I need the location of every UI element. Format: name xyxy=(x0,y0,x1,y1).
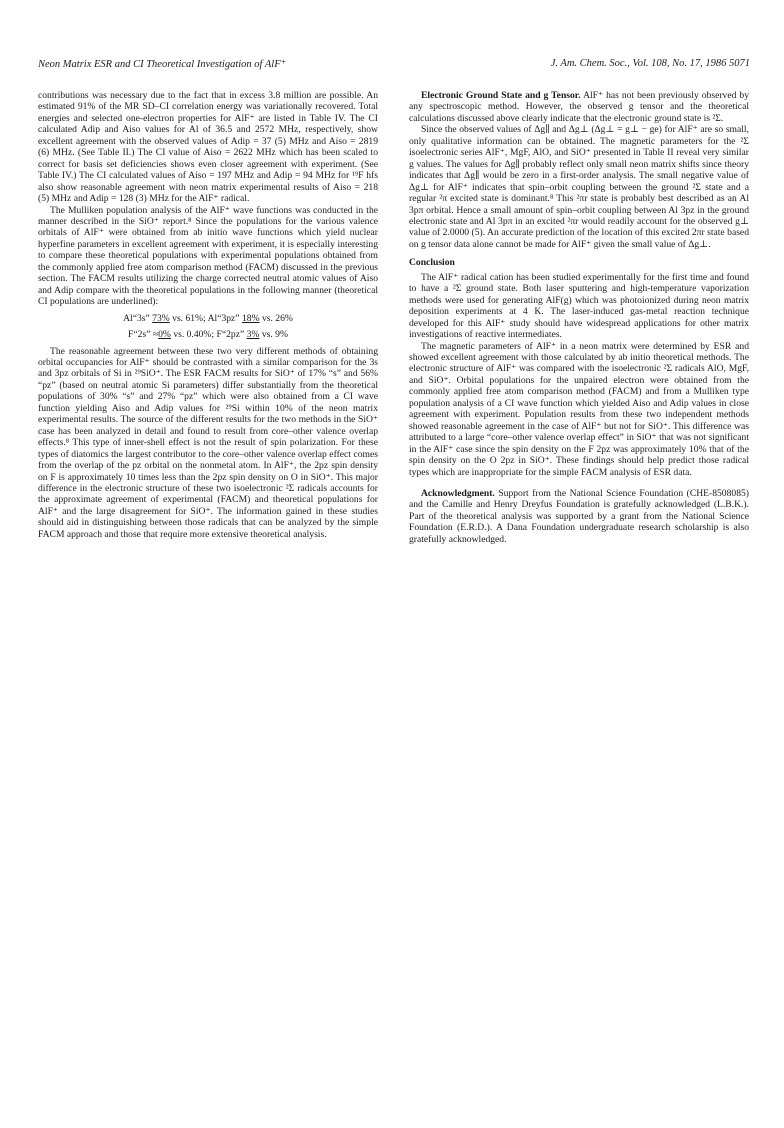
section-heading-conclusion: Conclusion xyxy=(409,257,455,269)
paragraph-comparison-discussion: The reasonable agreement between these two very different methods of obtaining orbital occupancies for AlF⁺ should be contrasted with a similar comparison for the 3s and 3pz orbitals of Si in ²⁹SiO⁺. The ESR FACM results for SiO⁺ of 17% “s” and 56% “pz” (based on neutral atomic Si parameters) differ substantially from the theoretical populations of 30% “s” and 27% “pz” which were also obtained from a CI wave function yielding Aiso and Adip values for ²⁹Si within 10% of the neon matrix experimental results. The source of the different results for the two methods in the SiO⁺ case has been analyzed in detail and found to result from core–other valence overlap effects.⁸ This type of inner-shell effect is not the result of spin polarization. For these types of diatomics the largest contributor to the core–other valence overlap effect comes from the overlap of the pz orbital on the nonmetal atom. In AlF⁺, the 2pz spin density on F is approximately 10 times less than the 2pz spin density on O in SiO⁺. This major difference in the electronic structure of these two isoelectronic ²Σ radicals accounts for the approximate agreement of experimental (FACM) and theoretical populations for AlF⁺ and the large disagreement for SiO⁺. The information gained in these studies should aid in distinguishing between those radicals that can be analyzed by the simple FACM approach and those that require more extensive theoretical analysis. xyxy=(38,345,378,540)
left-column xyxy=(38,90,378,540)
paragraph-conclusion-2: The magnetic parameters of AlF⁺ in a neon matrix were determined by ESR and showed excellent agreement with those calculated by ab initio theoretical methods. The electronic structure of AlF⁺ was compared with the isoelectronic ²Σ radicals AlO, MgF, and SiO⁺. Orbital populations for the unpaired electron were obtained from the commonly applied free atom comparison method (FACM) and from a Mulliken type population analysis of a CI wave function which yielded Aiso and Adip values in close agreement with experiment. Population results from these two independent methods showed reasonable agreement in the case of AlF⁺ but not for SiO⁺. This difference was attributed to a large “core–other valence overlap effect” in SiO⁺ that was not significant in the AlF⁺ case since the spin density on the F 2pz was approximately 10% that of the spin density on the O 2pz in SiO⁺. These findings should help predict those radical types which are inappropriate for the simple FACM analysis of ESR data. xyxy=(409,340,749,478)
run-in-heading-acknowledgment: Acknowledgment. xyxy=(421,487,495,499)
running-header xyxy=(38,58,750,74)
paragraph-acknowledgment: Acknowledgment. Support from the National Science Foundation (CHE-8508085) and the Camille and Henry Dreyfus Foundation is gratefully acknowledged (L.B.K.). Part of the theoretical analysis was supported by a grant from the National Science Foundation (E.R.D.). A Dana Foundation undergraduate research scholarship is also gratefully acknowledged. xyxy=(409,487,749,545)
paragraph-conclusion-1: The AlF⁺ radical cation has been studied experimentally for the first time and found to have a ²Σ ground state. Both laser sputtering and high-temperature vaporization methods were used for generating AlF(g) which was photoionized during neon matrix deposition experiments at 4 K. The laser-induced gas-metal reaction technique developed for this AlF⁺ study should have widespread applications for other matrix investigations of reactive intermediates. xyxy=(409,271,749,341)
paragraph-mulliken-analysis: The Mulliken population analysis of the AlF⁺ wave functions was conducted in the manner described in the SiO⁺ report.⁸ Since the populations for the various valence orbitals of AlF⁺ were obtained from ab initio wave functions which yield nuclear hyperfine parameters in excellent agreement with experiment, it is especially interesting to compare these theoretical populations with experimental populations obtained from the commonly applied free atom comparison method (FACM) discussed in the previous section. The FACM results utilizing the charge corrected neutral atomic values of Aiso and Adip compare with the theoretical populations in the following manner (theoretical CI populations are underlined): xyxy=(38,204,378,308)
equation-f-populations: F“2s” ≈0% vs. 0.40%; F“2pz” 3% vs. 9% xyxy=(128,329,288,341)
header-journal-citation: J. Am. Chem. Soc., Vol. 108, No. 17, 1986 5071 xyxy=(550,58,750,69)
paragraph-ground-state: Electronic Ground State and g Tensor. AlF⁺ has not been previously observed by any spectroscopic method. However, the observed g tensor and the theoretical calculations discussed above clearly indicate that the electronic ground state is ²Σ. xyxy=(409,90,749,124)
paragraph-g-tensor: Since the observed values of Δg∥ and Δg⊥ (Δg⊥ = g⊥ − ge) for AlF⁺ are so small, only qualitative information can be obtained. The magnetic parameters for the ²Σ isoelectronic series AlF⁺, MgF, AlO, and SiO⁺ presented in Table II reveal very similar g values. The values for Δg∥ probably reflect only small neon matrix shifts since theory indicates that Δg∥ would be zero in a first-order analysis. The small negative value of Δg⊥ for AlF⁺ indicates that spin–orbit coupling between the ground ²Σ state and a regular ²π excited state is dominant.⁸ This ²πr state is probably best described as an Al 3pπ orbital. Hence a small amount of spin–orbit coupling between Al 3pz in the ground electronic state and Al 3pπ in an excited ²πr would readily account for the observed g⊥ value of 2.0000 (5). An accurate prediction of the location of this excited 2πr state based on g tensor data alone cannot be made for AlF⁺ given the small value of Δg⊥. xyxy=(409,124,749,250)
paragraph-ci-results: contributions was necessary due to the fact that in excess 3.8 million are possible. An estimated 91% of the MR SD–CI correlation energy was variationally recovered. Total energies and selected one-electron properties for AlF⁺ are listed in Table IV. The CI calculated Adip and Aiso values for Al of 36.5 and 2572 MHz, respectively, show excellent agreement with the observed values of Adip = 37 (5) MHz and Aiso = 2819 (6) MHz. (See Table II.) The CI value of Aiso = 2622 MHz which has been scaled to correct for basis set deficiencies shows even closer agreement with experiment. (See Table IV.) The CI calculated values of Aiso = 197 MHz and Adip = 94 MHz for ¹⁹F hfs also show reasonable agreement with neon matrix experimental results of Aiso = 218 (5) MHz and Adip = 128 (3) MHz for the AlF⁺ radical. xyxy=(38,90,378,205)
equation-al-populations: Al“3s” 73% vs. 61%; Al“3pz” 18% vs. 26% xyxy=(123,312,293,324)
right-column xyxy=(409,90,749,545)
run-in-heading-ground-state: Electronic Ground State and g Tensor. xyxy=(421,90,581,101)
header-article-title: Neon Matrix ESR and CI Theoretical Investigation of AlF⁺ xyxy=(38,59,287,70)
